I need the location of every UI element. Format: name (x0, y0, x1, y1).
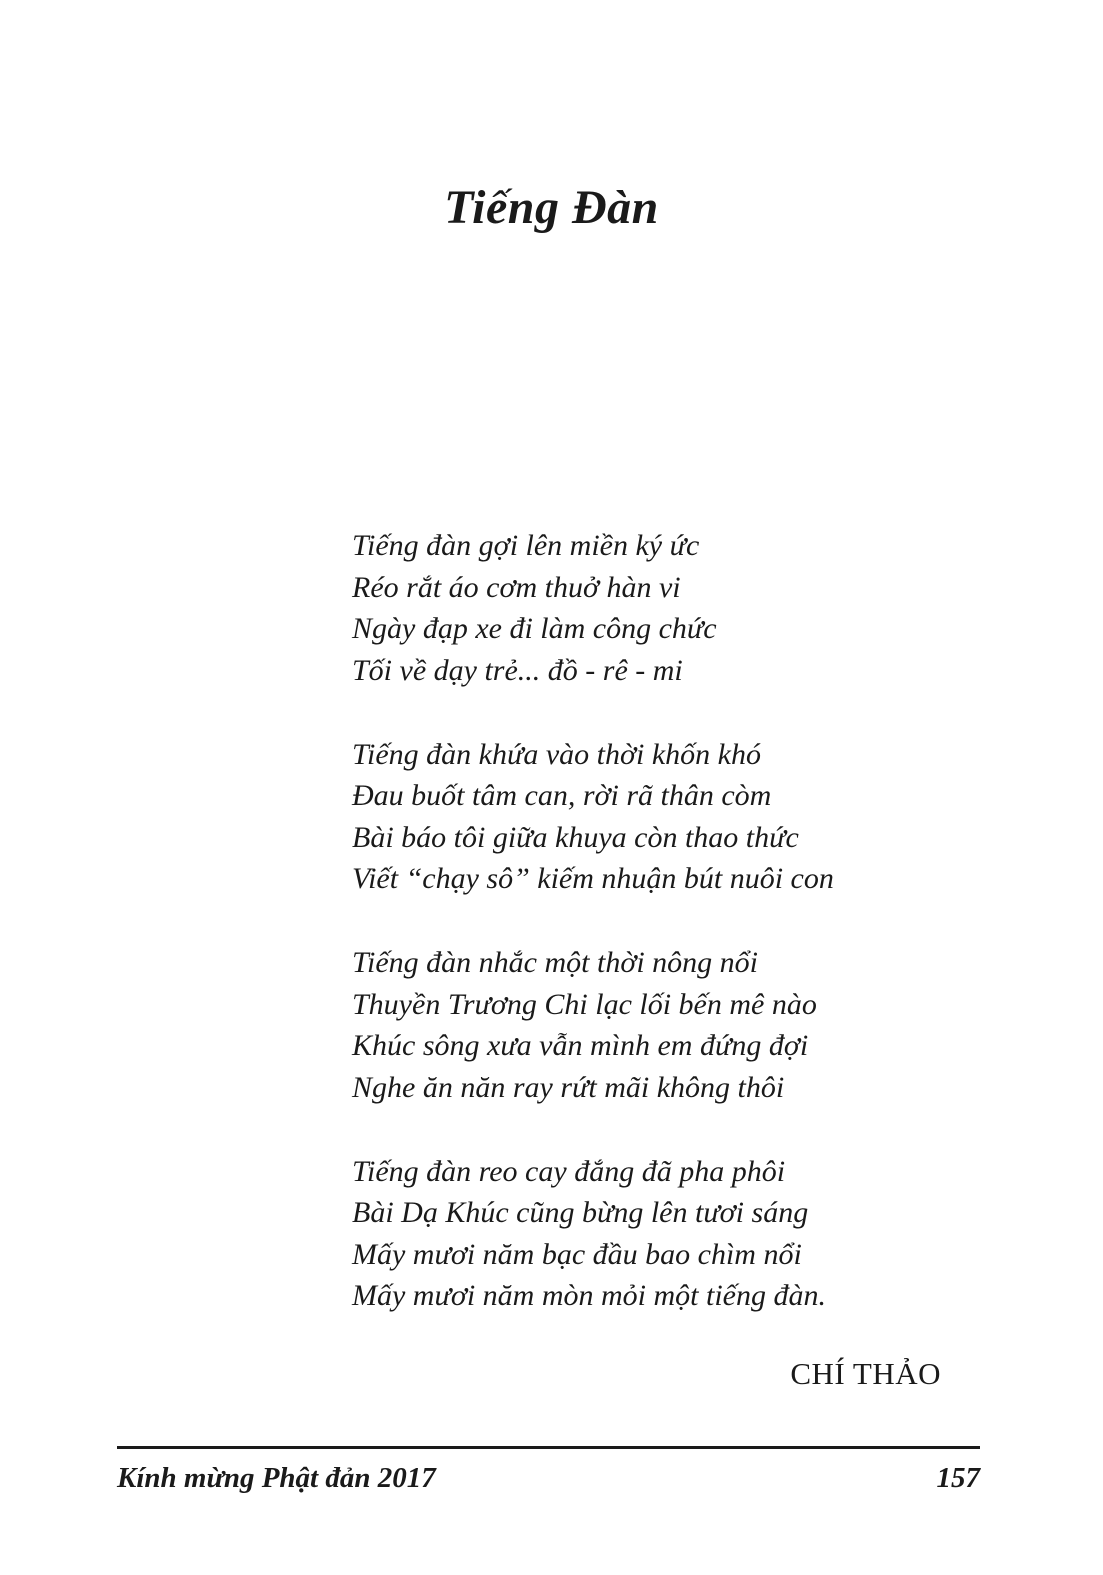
verse-line: Tiếng đàn reo cay đắng đã pha phôi (352, 1154, 786, 1188)
verse-line: Tiếng đàn nhắc một thời nông nổi (352, 946, 759, 979)
poem-body (352, 525, 1002, 1317)
stanza-1 (352, 525, 1002, 691)
footer-divider (117, 1446, 980, 1449)
author-name: CHÍ THẢO (790, 1356, 941, 1391)
verse-line: Bài báo tôi giữa khuya còn thao thức (352, 820, 799, 854)
verse-line: Viết “chạy sô” kiếm nhuận bút nuôi con (352, 862, 834, 895)
verse-line: Réo rắt áo cơm thuở hàn vi (352, 570, 681, 604)
verse-line: Mấy mươi năm mòn mỏi một tiếng đàn. (352, 1279, 826, 1312)
verse-line: Tối về dạy trẻ... đồ - rê - mi (352, 653, 683, 687)
verse-line: Đau buốt tâm can, rời rã thân còm (352, 779, 772, 812)
verse-line: Khúc sông xưa vẫn mình em đứng đợi (352, 1029, 809, 1062)
page-number: 157 (936, 1462, 980, 1494)
verse-line: Bài Dạ Khúc cũng bừng lên tươi sáng (352, 1196, 809, 1229)
verse-line: Tiếng đàn khứa vào thời khốn khó (352, 737, 761, 771)
verse-line: Thuyền Trương Chi lạc lối bến mê nào (352, 987, 817, 1021)
poem-title: Tiếng Đàn (444, 181, 659, 234)
verse-line: Ngày đạp xe đi làm công chức (352, 612, 717, 645)
footer-publication-title: Kính mừng Phật đản 2017 (117, 1462, 436, 1494)
verse-line: Mấy mươi năm bạc đầu bao chìm nổi (352, 1237, 802, 1271)
stanza-2 (352, 734, 1002, 900)
verse-line: Nghe ăn năn ray rứt mãi không thôi (352, 1070, 785, 1104)
verse-line: Tiếng đàn gợi lên miền ký ức (352, 529, 700, 562)
stanza-4 (352, 1151, 1002, 1317)
stanza-3 (352, 942, 1002, 1108)
